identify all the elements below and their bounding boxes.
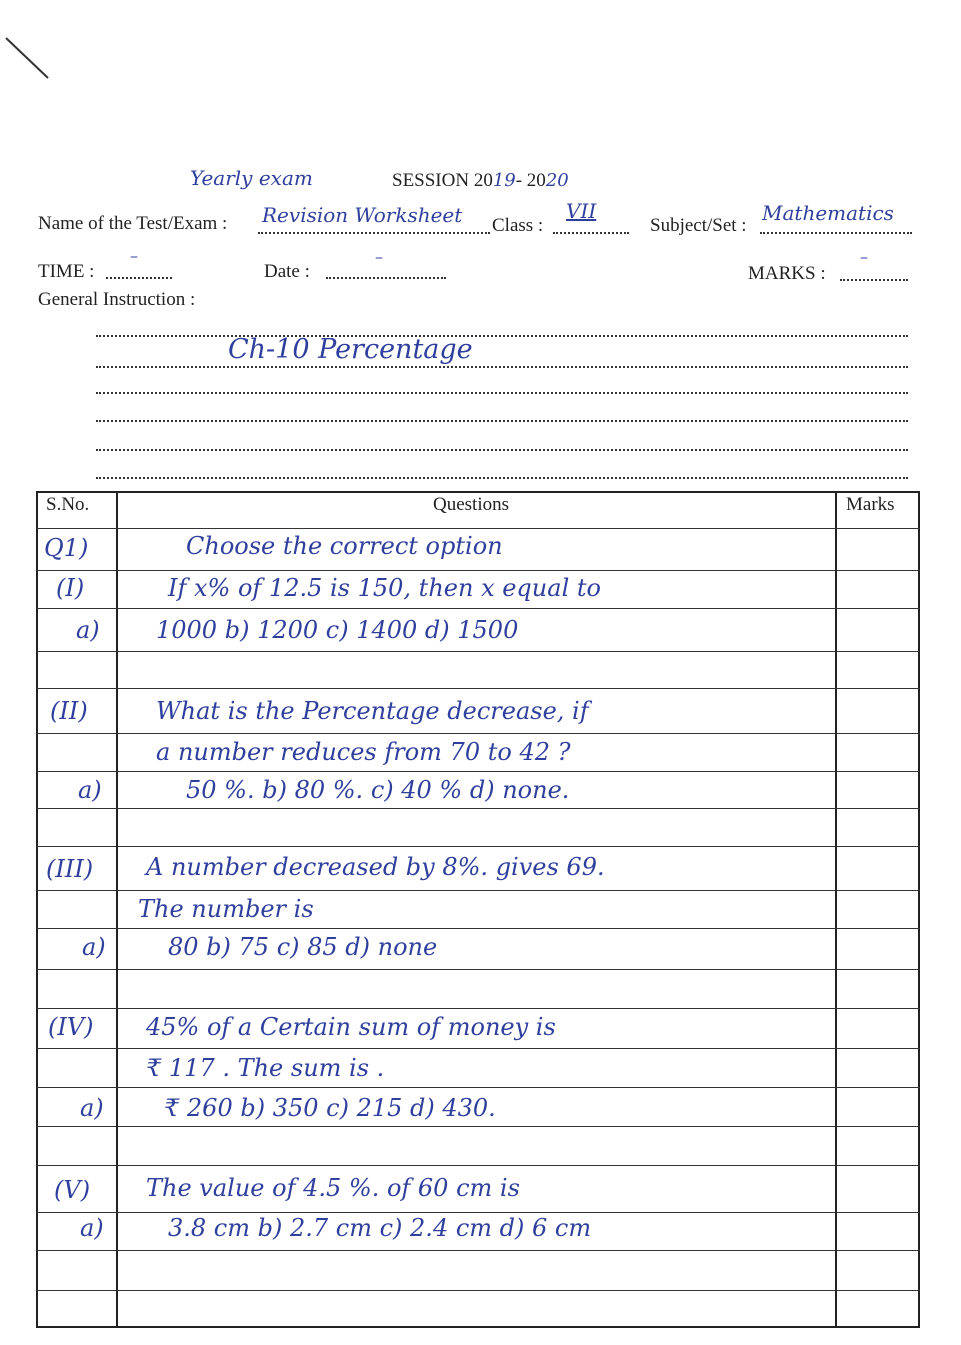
row-line [36,969,920,970]
row-sno: (I) [56,574,85,602]
test-label: Name of the Test/Exam : [38,213,228,234]
row-question: Choose the correct option [186,532,503,560]
row-question: a number reduces from 70 to 42 ? [156,738,571,766]
row-line [36,528,920,529]
row-sno: a) [76,616,100,644]
subject-dotline [760,232,912,234]
date-value: – [375,247,383,266]
class-dotline [553,232,629,234]
header-marks: Marks [846,494,895,515]
row-question: 80 b) 75 c) 85 d) none [168,933,438,961]
session-year-1: 19 [492,170,516,191]
scan-stroke-mark [0,30,60,90]
instruction-line [96,366,908,368]
row-line [36,1126,920,1127]
row-question: 1000 b) 1200 c) 1400 d) 1500 [156,616,519,644]
session-dash: - 20 [515,170,546,191]
subject-label: Subject/Set : [650,215,747,236]
date-dotline [326,277,446,279]
row-sno: Q1) [44,534,89,562]
header-questions: Questions [433,494,509,515]
test-dotline [258,232,490,234]
row-line [36,1212,920,1213]
row-line [36,570,920,571]
row-line [36,1048,920,1049]
row-line [36,1250,920,1251]
class-label: Class : [492,215,544,236]
test-value: Revision Worksheet [262,203,463,227]
row-question: ₹ 117 . The sum is . [146,1054,385,1082]
row-line [36,1165,920,1166]
row-line [36,808,920,809]
session-year-2: 20 [545,170,569,191]
subject-value: Mathematics [762,201,894,225]
marks-dotline [840,279,908,281]
row-question: A number decreased by 8%. gives 69. [146,853,605,881]
marks-value: – [860,247,868,266]
exam-note: Yearly exam [190,166,313,190]
row-question: The value of 4.5 %. of 60 cm is [146,1174,520,1202]
row-line [36,608,920,609]
row-question: ₹ 260 b) 350 c) 215 d) 430. [164,1094,496,1122]
class-value: VII [566,199,597,223]
row-line [36,1008,920,1009]
row-question: 3.8 cm b) 2.7 cm c) 2.4 cm d) 6 cm [168,1214,592,1242]
row-question: If x% of 12.5 is 150, then x equal to [168,574,601,602]
row-line [36,771,920,772]
row-sno: (V) [54,1176,91,1204]
row-line [36,890,920,891]
instruction-line [96,392,908,394]
instruction-line [96,449,908,451]
row-line [36,733,920,734]
row-line [36,1087,920,1088]
row-question: 50 %. b) 80 %. c) 40 % d) none. [186,776,570,804]
session-line [392,170,569,192]
row-question: 45% of a Certain sum of money is [146,1013,556,1041]
row-sno: (II) [50,697,88,725]
instruction-line [96,420,908,422]
row-question: The number is [138,895,314,923]
row-sno: a) [80,1214,104,1242]
marks-label: MARKS : [748,263,826,284]
instruction-line [96,477,908,479]
row-line [36,846,920,847]
row-line [36,1290,920,1291]
row-line [36,651,920,652]
col-divider [835,491,837,1328]
row-question: What is the Percentage decrease, if [156,697,589,725]
instruction-label: General Instruction : [38,289,196,310]
col-divider [116,491,118,1328]
instruction-value: Ch-10 Percentage [228,334,473,365]
date-label: Date : [264,261,310,282]
session-label: SESSION 20 [392,170,493,191]
time-value: – [130,246,138,265]
row-sno: (III) [46,855,94,883]
header-sno: S.No. [46,494,90,515]
row-line [36,928,920,929]
row-sno: a) [82,933,106,961]
row-sno: a) [78,776,102,804]
time-dotline [106,277,172,279]
instruction-line [96,335,908,337]
row-sno: a) [80,1094,104,1122]
row-sno: (IV) [48,1013,94,1041]
row-line [36,688,920,689]
time-label: TIME : [38,261,95,282]
